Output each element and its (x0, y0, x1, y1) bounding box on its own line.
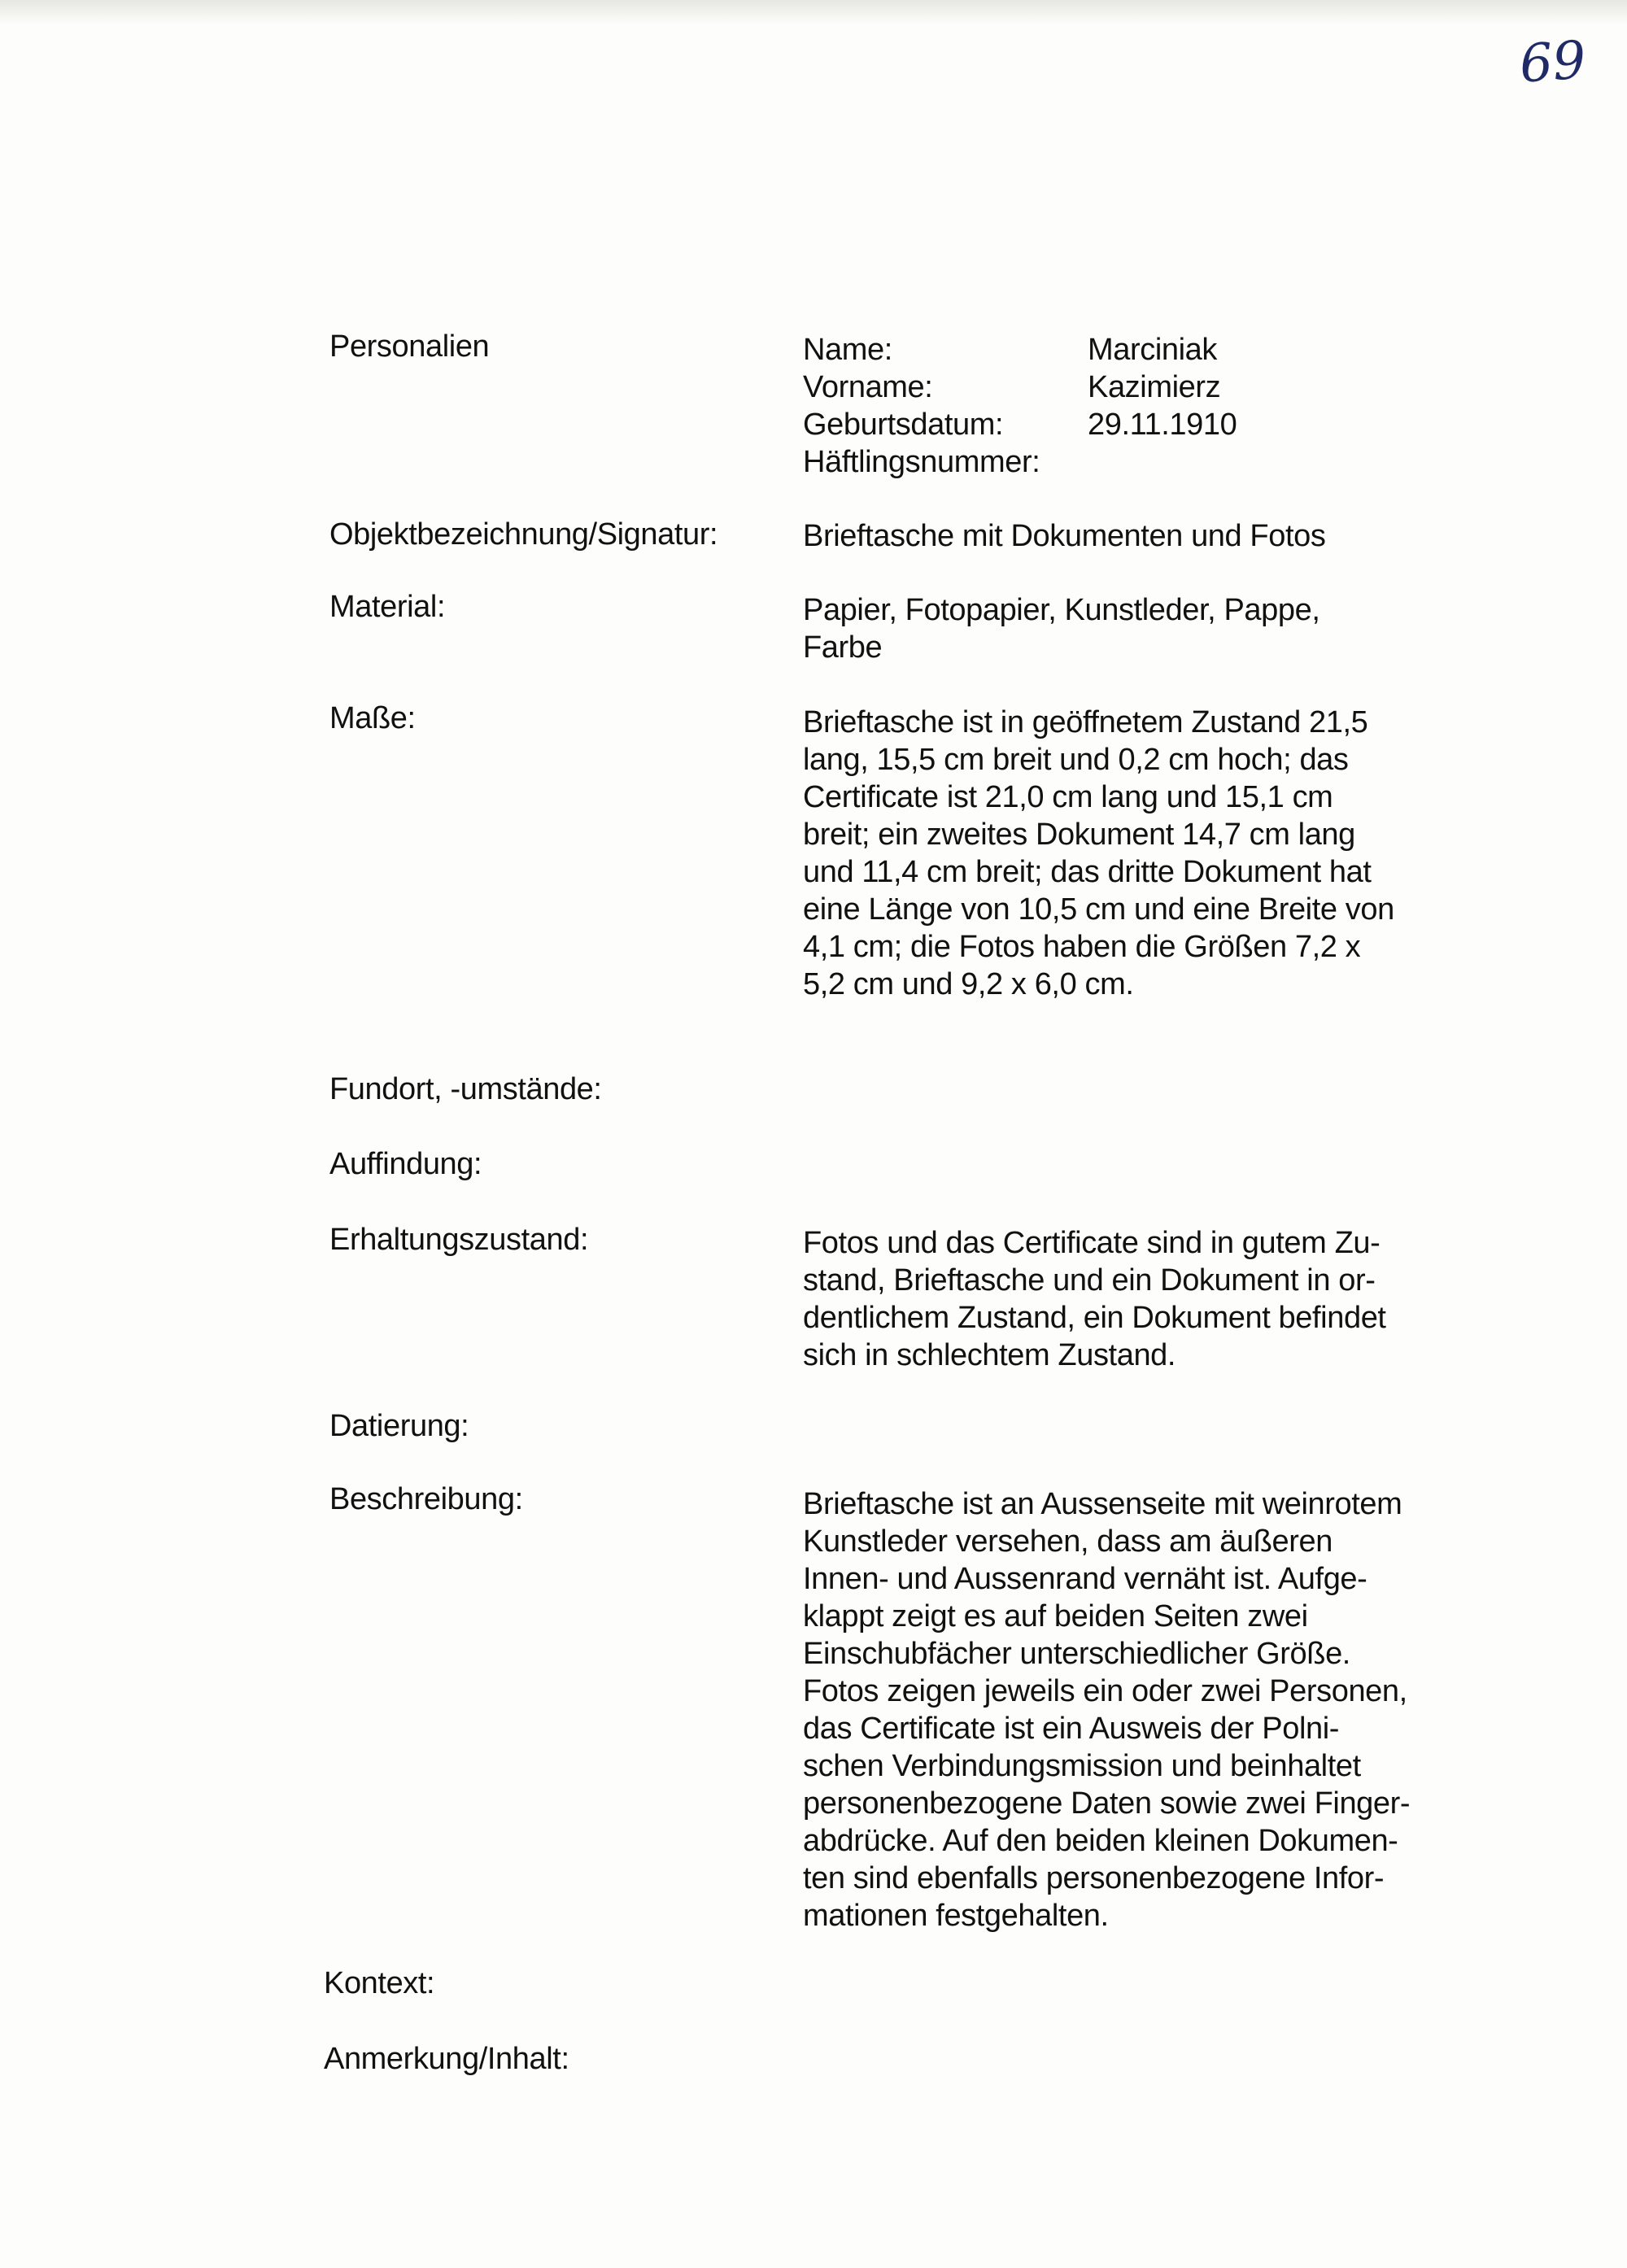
label-anmerkung: Anmerkung/Inhalt: (324, 2042, 569, 2076)
text-line: klappt zeigt es auf beiden Seiten zwei (803, 1599, 1308, 1633)
text-line: 5,2 cm und 9,2 x 6,0 cm. (803, 967, 1134, 1001)
label-datierung: Datierung: (329, 1409, 469, 1443)
text-line: Brieftasche ist an Aussenseite mit weinrotem (803, 1487, 1402, 1521)
scan-shadow (0, 0, 1627, 24)
label-personalien: Personalien (329, 329, 490, 364)
text-line: Farbe (803, 630, 883, 665)
field-label-geburtsdatum: Geburtsdatum: (803, 408, 1004, 442)
value-objekt: Brieftasche mit Dokumenten und Fotos (803, 519, 1326, 553)
text-line: das Certificate ist ein Ausweis der Polni- (803, 1712, 1340, 1746)
text-line: abdrücke. Auf den beiden kleinen Dokumen- (803, 1824, 1398, 1858)
text-line: Brieftasche ist in geöffnetem Zustand 21,5 (803, 705, 1368, 739)
label-masse: Maße: (329, 701, 416, 735)
text-line: schen Verbindungsmission und beinhaltet (803, 1749, 1361, 1783)
field-label-name: Name: (803, 333, 892, 367)
field-label-haeftlingsnummer: Häftlingsnummer: (803, 445, 1040, 479)
value-erhaltung (803, 1224, 1386, 1374)
value-beschreibung (803, 1485, 1410, 1934)
field-label-vorname: Vorname: (803, 370, 933, 404)
text-line: stand, Brieftasche und ein Dokument in or- (803, 1263, 1376, 1298)
label-auffindung: Auffindung: (329, 1147, 482, 1181)
text-line: Einschubfächer unterschiedlicher Größe. (803, 1637, 1350, 1671)
text-line: und 11,4 cm breit; das dritte Dokument hat (803, 855, 1372, 889)
value-material (803, 591, 1319, 666)
text-line: 4,1 cm; die Fotos haben die Größen 7,2 x (803, 930, 1361, 964)
text-line: Innen- und Aussenrand vernäht ist. Aufge- (803, 1562, 1367, 1596)
text-line: Papier, Fotopapier, Kunstleder, Pappe, (803, 593, 1320, 627)
text-line: Fotos zeigen jeweils ein oder zwei Personen, (803, 1674, 1407, 1708)
field-value-name: Marciniak (1088, 333, 1217, 367)
value-masse (803, 704, 1394, 1003)
text-line: eine Länge von 10,5 cm und eine Breite von (803, 892, 1394, 927)
field-value-vorname: Kazimierz (1088, 370, 1221, 404)
text-line: mationen festgehalten. (803, 1899, 1109, 1933)
handwritten-page-number: 69 (1517, 30, 1588, 95)
text-line: Certificate ist 21,0 cm lang und 15,1 cm (803, 780, 1333, 814)
text-line: personenbezogene Daten sowie zwei Finger- (803, 1786, 1411, 1821)
text-line: breit; ein zweites Dokument 14,7 cm lang (803, 818, 1355, 852)
text-line: lang, 15,5 cm breit und 0,2 cm hoch; das (803, 743, 1349, 777)
text-line: Kunstleder versehen, dass am äußeren (803, 1524, 1333, 1559)
label-fundort: Fundort, -umstände: (329, 1072, 602, 1106)
label-material: Material: (329, 590, 446, 624)
label-erhaltung: Erhaltungszustand: (329, 1223, 589, 1257)
label-beschreibung: Beschreibung: (329, 1482, 523, 1516)
label-objekt: Objektbezeichnung/Signatur: (329, 517, 718, 552)
field-value-geburtsdatum: 29.11.1910 (1088, 408, 1237, 442)
text-line: dentlichem Zustand, ein Dokument befindet (803, 1301, 1386, 1335)
label-kontext: Kontext: (324, 1966, 435, 2000)
text-line: Fotos und das Certificate sind in gutem Zu- (803, 1226, 1381, 1260)
text-line: sich in schlechtem Zustand. (803, 1338, 1176, 1372)
text-line: ten sind ebenfalls personenbezogene Infor- (803, 1861, 1385, 1895)
